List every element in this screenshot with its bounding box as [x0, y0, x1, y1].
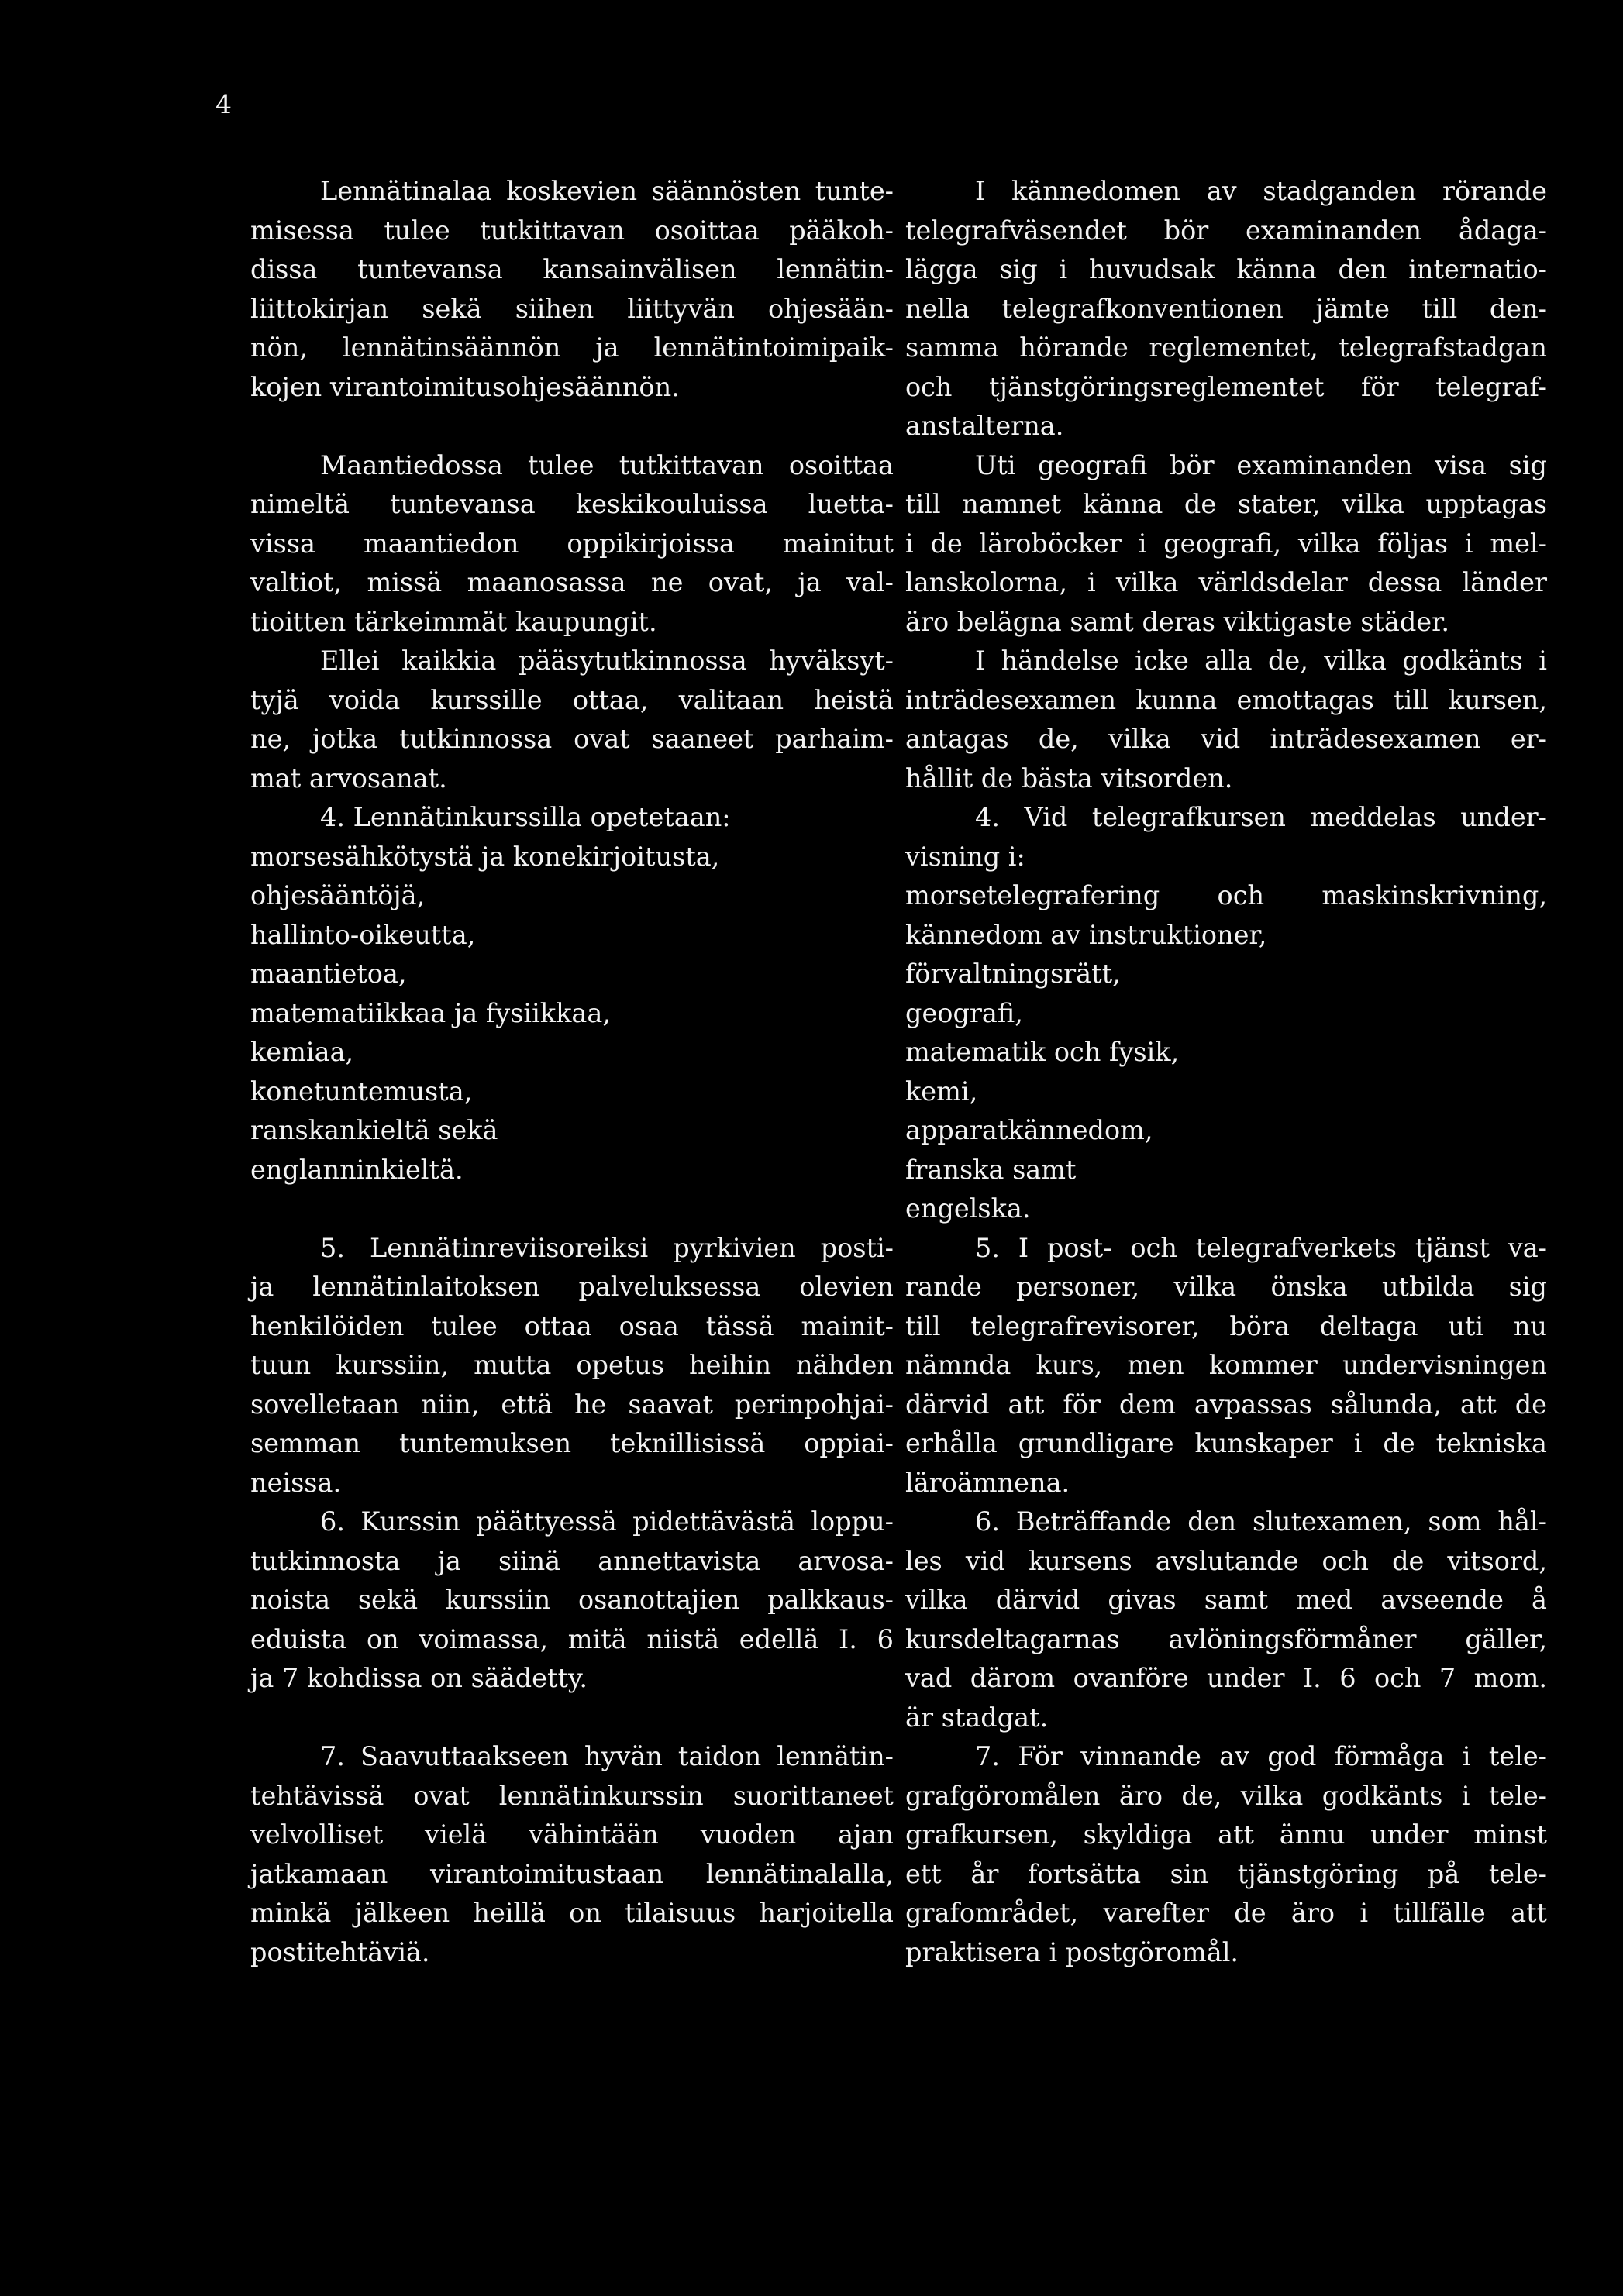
- finnish-text-line: hallinto-oikeutta,: [250, 919, 476, 950]
- finnish-text-line: vissa maantiedon oppikirjoissa mainitut: [250, 528, 894, 559]
- finnish-text-line: minkä jälkeen heillä on tilaisuus harjoitella: [250, 1898, 894, 1928]
- swedish-text-line: antagas de, vilka vid inträdesexamen er-: [905, 724, 1547, 754]
- swedish-text-line: visning i:: [905, 841, 1025, 872]
- finnish-text-line: 7. Saavuttaakseen hyvän taidon lennätin-: [320, 1741, 894, 1771]
- finnish-text-line: jatkamaan virantoimitustaan lennätinalalla,: [250, 1858, 894, 1889]
- finnish-text-line: 6. Kurssin päättyessä pidettävästä loppu-: [320, 1506, 894, 1537]
- finnish-text-line: misessa tulee tutkittavan osoittaa pääkoh-: [250, 215, 894, 246]
- swedish-text-line: kursdeltagarnas avlöningsförmåner gäller,: [905, 1623, 1547, 1654]
- swedish-text-line: I händelse icke alla de, vilka godkänts i: [975, 645, 1547, 676]
- finnish-text-line: mat arvosanat.: [250, 762, 447, 793]
- swedish-text-line: anstalterna.: [905, 411, 1064, 441]
- swedish-text-line: rande personer, vilka önska utbilda sig: [905, 1272, 1547, 1302]
- finnish-text-line: neissa.: [250, 1467, 342, 1498]
- finnish-text-line: velvolliset vielä vähintään vuoden ajan: [250, 1819, 894, 1850]
- finnish-text-column: [250, 172, 894, 1972]
- swedish-text-line: 4. Vid telegrafkursen meddelas under-: [975, 802, 1547, 832]
- finnish-text-line: ja lennätinlaitoksen palveluksessa olevien: [250, 1272, 894, 1302]
- finnish-text-line: tyjä voida kurssille ottaa, valitaan heistä: [250, 684, 894, 715]
- finnish-text-line: Maantiedossa tulee tutkittavan osoittaa: [320, 449, 894, 480]
- finnish-text-line: valtiot, missä maanosassa ne ovat, ja val-: [250, 567, 894, 597]
- swedish-text-line: erhålla grundligare kunskaper i de tekniska: [905, 1428, 1547, 1458]
- swedish-text-line: till telegrafrevisorer, böra deltaga uti nu: [905, 1310, 1547, 1341]
- finnish-text-line: semman tuntemuksen teknillisissä oppiai-: [250, 1428, 894, 1458]
- finnish-text-line: konetuntemusta,: [250, 1076, 473, 1107]
- swedish-text-line: vad därom ovanföre under I. 6 och 7 mom.: [905, 1663, 1547, 1693]
- swedish-text-line: därvid att för dem avpassas sålunda, att de: [905, 1389, 1547, 1420]
- swedish-text-line: lägga sig i huvudsak känna den internatio-: [905, 254, 1547, 284]
- swedish-text-line: engelska.: [905, 1193, 1031, 1224]
- finnish-text-line: englanninkieltä.: [250, 1154, 463, 1185]
- finnish-text-line: henkilöiden tulee ottaa osaa tässä mainit-: [250, 1310, 894, 1341]
- swedish-text-line: förvaltningsrätt,: [905, 959, 1121, 989]
- swedish-text-line: geografi,: [905, 997, 1023, 1028]
- swedish-text-line: vilka därvid givas samt med avseende å: [905, 1585, 1547, 1615]
- swedish-text-line: 7. För vinnande av god förmåga i tele-: [975, 1741, 1547, 1771]
- swedish-text-line: kemi,: [905, 1076, 978, 1107]
- swedish-text-line: franska samt: [905, 1154, 1077, 1185]
- finnish-text-line: ranskankieltä sekä: [250, 1115, 498, 1145]
- swedish-text-line: I kännedomen av stadganden rörande: [975, 176, 1547, 206]
- swedish-text-line: Uti geografi bör examinanden visa sig: [975, 449, 1547, 480]
- finnish-text-line: 4. Lennätinkurssilla opetetaan:: [320, 802, 731, 832]
- swedish-text-line: apparatkännedom,: [905, 1115, 1153, 1145]
- finnish-text-line: kemiaa,: [250, 1037, 354, 1067]
- finnish-text-line: [250, 1699, 894, 1738]
- finnish-text-line: dissa tuntevansa kansainvälisen lennätin-: [250, 254, 894, 284]
- swedish-text-line: grafgöromålen äro de, vilka godkänts i tele-: [905, 1780, 1547, 1811]
- swedish-text-line: samma hörande reglementet, telegrafstadgan: [905, 332, 1547, 363]
- swedish-text-column: [905, 172, 1547, 1972]
- finnish-text-line: matematiikkaa ja fysiikkaa,: [250, 997, 611, 1028]
- finnish-text-line: Ellei kaikkia pääsytutkinnossa hyväksyt-: [320, 645, 894, 676]
- swedish-text-line: 5. I post- och telegrafverkets tjänst va-: [975, 1232, 1547, 1263]
- page-number: 4: [215, 89, 232, 119]
- swedish-text-line: nämnda kurs, men kommer undervisningen: [905, 1350, 1547, 1380]
- swedish-text-line: inträdesexamen kunna emottagas till kursen,: [905, 684, 1547, 715]
- swedish-text-line: telegrafväsendet bör examinanden ådaga-: [905, 215, 1547, 246]
- finnish-text-line: kojen virantoimitusohjesäännön.: [250, 371, 680, 402]
- swedish-text-line: grafområdet, varefter de äro i tillfälle att: [905, 1898, 1547, 1928]
- swedish-text-line: morsetelegrafering och maskinskrivning,: [905, 880, 1547, 910]
- finnish-text-line: 5. Lennätinreviisoreiksi pyrkivien posti-: [320, 1232, 894, 1263]
- finnish-text-line: tioitten tärkeimmät kaupungit.: [250, 606, 657, 637]
- finnish-text-line: tehtävissä ovat lennätinkurssin suorittaneet: [250, 1780, 894, 1811]
- swedish-text-line: kännedom av instruktioner,: [905, 919, 1267, 950]
- finnish-text-line: morsesähkötystä ja konekirjoitusta,: [250, 841, 720, 872]
- finnish-text-line: [250, 407, 894, 446]
- swedish-text-line: äro belägna samt deras viktigaste städer.: [905, 606, 1450, 637]
- swedish-text-line: 6. Beträffande den slutexamen, som hål-: [975, 1506, 1547, 1537]
- finnish-text-line: maantietoa,: [250, 959, 407, 989]
- swedish-text-line: praktisera i postgöromål.: [905, 1936, 1239, 1967]
- finnish-text-line: ne, jotka tutkinnossa ovat saaneet parhaim-: [250, 724, 894, 754]
- finnish-text-line: postitehtäviä.: [250, 1936, 430, 1967]
- finnish-text-line: ja 7 kohdissa on säädetty.: [250, 1663, 588, 1693]
- swedish-text-line: i de läroböcker i geografi, vilka följas i mel-: [905, 528, 1547, 559]
- finnish-text-line: tuun kurssiin, mutta opetus heihin nähden: [250, 1350, 894, 1380]
- swedish-text-line: nella telegrafkonventionen jämte till den-: [905, 293, 1547, 324]
- finnish-text-line: nimeltä tuntevansa keskikouluissa luetta-: [250, 489, 894, 519]
- finnish-text-line: ohjesääntöjä,: [250, 880, 426, 910]
- finnish-text-line: nön, lennätinsäännön ja lennätintoimipaik-: [250, 332, 894, 363]
- swedish-text-line: matematik och fysik,: [905, 1037, 1180, 1067]
- swedish-text-line: les vid kursens avslutande och de vitsord,: [905, 1545, 1547, 1576]
- swedish-text-line: till namnet känna de stater, vilka upptagas: [905, 489, 1547, 519]
- swedish-text-line: grafkursen, skyldiga att ännu under minst: [905, 1819, 1547, 1850]
- finnish-text-line: liittokirjan sekä siihen liittyvän ohjesään-: [250, 293, 894, 324]
- swedish-text-line: läroämnena.: [905, 1467, 1070, 1498]
- swedish-text-line: hållit de bästa vitsorden.: [905, 762, 1233, 793]
- swedish-text-line: ett år fortsätta sin tjänstgöring på tele-: [905, 1858, 1547, 1889]
- finnish-text-line: sovelletaan niin, että he saavat perinpohjai-: [250, 1389, 894, 1420]
- finnish-text-line: Lennätinalaa koskevien säännösten tunte-: [320, 176, 894, 206]
- finnish-text-line: noista sekä kurssiin osanottajien palkkaus-: [250, 1585, 894, 1615]
- swedish-text-line: lanskolorna, i vilka världsdelar dessa länder: [905, 567, 1547, 597]
- swedish-text-line: och tjänstgöringsreglementet för telegraf-: [905, 371, 1547, 402]
- finnish-text-line: eduista on voimassa, mitä niistä edellä I. 6: [250, 1623, 894, 1654]
- finnish-text-line: [250, 1189, 894, 1229]
- finnish-text-line: tutkinnosta ja siinä annettavista arvosa-: [250, 1545, 894, 1576]
- swedish-text-line: är stadgat.: [905, 1702, 1049, 1733]
